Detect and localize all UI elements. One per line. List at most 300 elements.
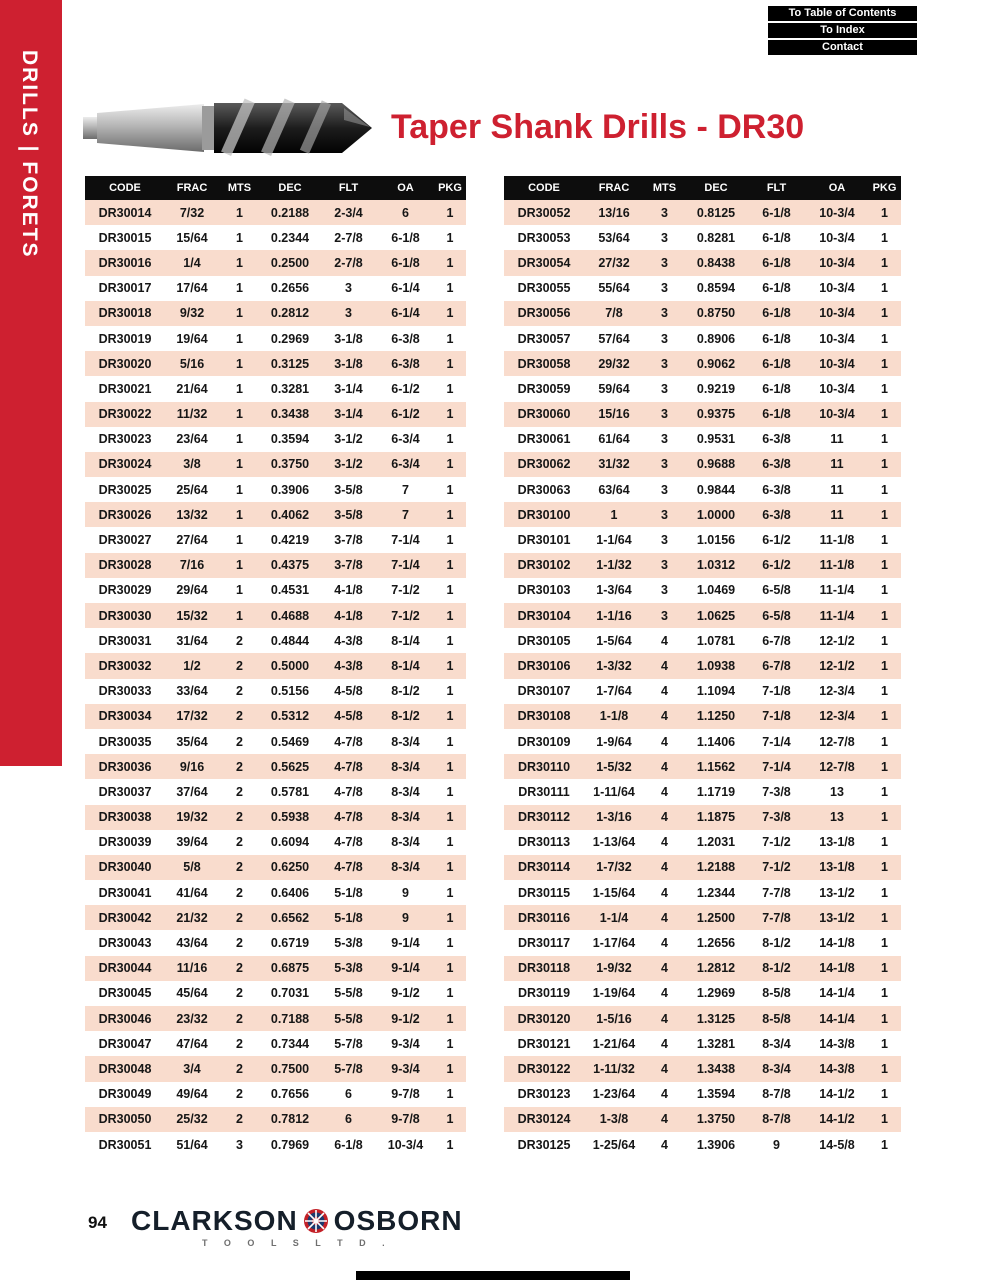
table-cell: 59/64 [598,381,630,396]
nav-contact-button[interactable]: Contact [768,40,917,55]
table-cell: 0.4688 [270,608,310,623]
table-cell: 1 [881,835,888,850]
table-cell: 10-3/4 [819,255,855,270]
table-cell: 6-1/8 [391,255,420,270]
table-cell: 4 [661,759,668,774]
table-cell: 1 [881,205,888,220]
table-row [85,1056,466,1081]
table-cell: DR30105 [517,633,571,648]
table-cell: 12-3/4 [819,684,855,699]
table-cell: 1-23/64 [592,1087,636,1102]
table-cell: DR30114 [517,860,571,875]
table-cell: 1-5/32 [596,759,632,774]
table-row [504,452,901,477]
table-row [504,250,901,275]
table-cell: DR30104 [517,608,571,623]
table-cell: 1 [881,759,888,774]
table-cell: 1 [446,457,454,472]
table-cell: 1 [446,331,454,346]
table-cell: 1 [446,1036,454,1051]
table-cell: DR30046 [98,1011,152,1026]
table-cell: 35/64 [176,734,208,749]
table-cell: DR30119 [517,986,571,1001]
table-cell: 10-3/4 [819,331,855,346]
table-cell: 0.2812 [270,306,310,321]
table-cell: 1 [446,356,454,371]
sidebar [0,0,62,766]
table-cell: DR30030 [98,608,152,623]
table-cell: DR30016 [98,255,152,270]
table-cell: 1 [446,1061,454,1076]
table-cell: 0.7656 [270,1087,310,1102]
table-cell: 7 [402,482,409,497]
table-row [85,1107,466,1132]
table-cell: DR30029 [98,583,152,598]
table-cell: 9 [773,1137,780,1152]
drill-illustration [82,88,374,168]
table-cell: 14-1/8 [819,936,855,951]
gear-logo-icon [303,1208,329,1234]
table-cell: 0.3281 [270,381,310,396]
table-cell: 0.7031 [270,986,310,1001]
table-cell: DR30027 [98,533,152,548]
table-cell: 0.6250 [270,860,310,875]
table-cell: 2 [236,684,243,699]
table-body [85,200,466,1157]
table-cell: 6-1/8 [762,407,791,422]
table-cell: 1-9/64 [596,734,632,749]
table-cell: DR30111 [518,784,570,799]
table-cell: 1 [236,558,243,573]
table-cell: 3-7/8 [334,533,363,548]
table-cell: 0.2969 [270,331,310,346]
table-cell: 0.8281 [696,230,736,245]
table-row [504,351,901,376]
table-row [85,376,466,401]
table-cell: DR30038 [98,810,152,825]
table-cell: 2 [236,810,243,825]
table-cell: DR30043 [98,936,152,951]
table-cell: 1-7/32 [596,860,632,875]
table-cell: 8-7/8 [762,1112,791,1127]
table-cell: 1.2500 [696,910,736,925]
table-cell: 0.7500 [270,1061,310,1076]
table-cell: 6-5/8 [762,583,791,598]
table-cell: 11/32 [176,407,208,422]
table-cell: 0.5312 [270,709,310,724]
table-cell: 1-17/64 [592,936,636,951]
table-cell: 25/64 [176,482,208,497]
table-cell: 3 [661,331,668,346]
table-row [504,830,901,855]
table-cell: 3 [661,381,668,396]
table-cell: 0.7188 [270,1011,310,1026]
table-row [504,276,901,301]
table-cell: 8-7/8 [762,1087,791,1102]
table-cell: 49/64 [176,1087,208,1102]
table-cell: 1 [881,1011,888,1026]
table-cell: 1.3906 [696,1137,736,1152]
table-cell: 12-7/8 [819,759,855,774]
table-cell: 0.6719 [270,936,310,951]
table-cell: 2 [236,1112,243,1127]
table-cell: 1-5/64 [596,633,632,648]
table-cell: 1.0000 [696,507,736,522]
table-cell: 14-5/8 [819,1137,855,1152]
table-cell: 1.0938 [696,658,736,673]
table-cell: DR30059 [517,381,571,396]
table-cell: 7-7/8 [762,885,791,900]
table-cell: 1 [881,910,888,925]
table-cell: 7-1/2 [391,583,420,598]
table-cell: 3 [345,281,352,296]
table-cell: 10-3/4 [387,1137,424,1152]
table-cell: 1-15/64 [592,885,636,900]
column-header: OA [397,182,414,194]
taper-shank-drill-image [82,88,374,173]
table-cell: 1.0312 [696,558,736,573]
table-row [504,603,901,628]
table-cell: 1 [881,457,888,472]
table-cell: 1.0156 [696,533,736,548]
table-cell: 1 [881,558,888,573]
table-cell: DR30051 [98,1137,152,1152]
table-cell: 10-3/4 [819,281,855,296]
table-cell: 4 [661,1112,668,1127]
table-cell: 6-5/8 [762,608,791,623]
table-cell: DR30036 [98,759,152,774]
table-cell: 15/64 [176,230,208,245]
table-cell: 9-7/8 [391,1112,420,1127]
table-cell: 0.2656 [270,281,310,296]
column-header: MTS [652,182,677,194]
table-cell: DR30058 [517,356,571,371]
table-row [85,452,466,477]
table-row [504,326,901,351]
table-cell: 6-3/4 [391,457,420,472]
table-cell: 8-1/2 [391,709,420,724]
table-cell: 4 [661,1036,668,1051]
table-cell: 1 [881,936,888,951]
table-row [85,527,466,552]
table-row [504,905,901,930]
table-cell: DR30117 [517,936,571,951]
table-cell: 14-3/8 [819,1036,855,1051]
table-cell: 7-3/8 [762,784,791,799]
table-cell: 5-7/8 [334,1061,363,1076]
table-cell: 0.8594 [696,281,736,296]
table-cell: DR30032 [98,658,152,673]
table-cell: 1 [236,331,243,346]
table-cell: 1 [446,835,454,850]
table-cell: 1 [881,1137,888,1152]
table-cell: 1 [236,306,243,321]
table-cell: 0.9531 [696,432,736,447]
table-cell: DR30050 [98,1112,152,1127]
sidebar-section-label: DRILLS | FORETS [18,50,41,259]
table-row [504,805,901,830]
table-cell: 0.9219 [696,381,736,396]
table-cell: 3 [661,558,668,573]
table-cell: 13-1/2 [819,885,855,900]
table-cell: 6-1/8 [762,331,791,346]
table-cell: 10-3/4 [819,356,855,371]
table-cell: 0.9375 [696,407,736,422]
table-row [85,1006,466,1031]
table-cell: 1 [446,1087,454,1102]
table-cell: 1.2188 [696,860,736,875]
table-cell: 3 [661,457,668,472]
table-cell: 1-9/32 [596,961,632,976]
table-cell: 0.5625 [270,759,310,774]
table-cell: 6-1/8 [762,230,791,245]
table-cell: 14-1/4 [819,1011,855,1026]
table-cell: 1 [446,1137,454,1152]
table-cell: 1-13/64 [592,835,636,850]
table-cell: DR30041 [98,885,152,900]
table-cell: 4-3/8 [334,658,363,673]
table-cell: DR30121 [517,1036,571,1051]
table-row [504,553,901,578]
table-cell: 1 [881,407,888,422]
column-header: DEC [704,182,728,194]
table-cell: DR30039 [98,835,152,850]
table-cell: 8-1/2 [762,936,791,951]
table-cell: 63/64 [598,482,630,497]
table-cell: DR30033 [98,684,152,699]
table-cell: DR30037 [98,784,152,799]
table-cell: 4 [661,633,668,648]
table-row [85,880,466,905]
table-cell: 1 [446,583,454,598]
table-cell: 21/64 [176,381,208,396]
table-cell: 5-7/8 [334,1036,363,1051]
table-cell: 8-1/2 [391,684,420,699]
table-cell: 23/64 [176,432,208,447]
table-cell: 1 [881,482,888,497]
table-cell: 6-1/4 [391,306,420,321]
table-cell: 13/32 [176,507,208,522]
brand-name-osborn: OSBORN [333,1205,463,1236]
table-cell: DR30109 [517,734,571,749]
table-row [504,200,901,225]
table-row [85,704,466,729]
table-cell: 1 [446,759,454,774]
brand-subtitle: T O O L S L T D . [201,1238,392,1248]
table-cell: 3 [661,281,668,296]
table-cell: 1 [881,583,888,598]
table-cell: 5/16 [179,356,205,371]
table-cell: 2 [236,633,243,648]
table-cell: DR30112 [517,810,571,825]
table-cell: 13 [830,784,844,799]
table-cell: 11/16 [176,961,208,976]
table-cell: DR30017 [98,281,152,296]
table-cell: 4 [661,1061,668,1076]
table-cell: 2-7/8 [334,255,363,270]
table-cell: 1 [446,784,454,799]
table-row [504,1006,901,1031]
table-row [85,402,466,427]
table-cell: 1.0781 [696,633,736,648]
table-cell: 0.7969 [270,1137,310,1152]
table-cell: 8-1/4 [391,633,420,648]
table-cell: 1 [446,558,454,573]
table-cell: 2 [236,860,243,875]
table-cell: 4-5/8 [334,709,363,724]
table-cell: 0.3125 [270,356,310,371]
table-cell: 2 [236,759,243,774]
table-cell: 1 [881,1061,888,1076]
table-row [85,603,466,628]
table-cell: 8-5/8 [762,1011,791,1026]
table-cell: 9 [402,910,409,925]
table-cell: 7-1/4 [762,734,791,749]
table-cell: 3 [345,306,352,321]
table-cell: 1 [236,255,243,270]
table-row [85,805,466,830]
table-cell: 1.3438 [696,1061,736,1076]
table-cell: 3 [661,407,668,422]
table-cell: 4-7/8 [334,835,363,850]
table-row [85,1132,466,1157]
table-row [85,628,466,653]
table-cell: 9-1/4 [391,936,420,951]
table-cell: 0.5469 [270,734,310,749]
column-header: CODE [109,182,141,194]
table-row [504,981,901,1006]
table-cell: 14-1/8 [819,961,855,976]
table-cell: 1 [446,810,454,825]
table-row [504,1082,901,1107]
table-cell: 2-3/4 [334,205,363,220]
table-row [85,301,466,326]
table-cell: 45/64 [176,986,208,1001]
table-row [85,779,466,804]
table-cell: 6-1/2 [391,381,420,396]
table-cell: 8-3/4 [391,784,420,799]
table-cell: 1-5/16 [596,1011,632,1026]
table-cell: 12-3/4 [819,709,855,724]
table-row [504,704,901,729]
table-row [504,477,901,502]
table-cell: 57/64 [598,331,630,346]
table-cell: 8-1/2 [762,961,791,976]
table-cell: 1-3/32 [596,658,632,673]
table-cell: 10-3/4 [819,230,855,245]
table-cell: 3 [661,608,668,623]
table-cell: 1-25/64 [592,1137,636,1152]
nav-table-of-contents-button[interactable]: To Table of Contents [768,6,917,21]
table-cell: 1 [236,533,243,548]
table-cell: 1 [881,608,888,623]
table-cell: 2 [236,1011,243,1026]
table-cell: 19/32 [176,810,208,825]
table-cell: 3-5/8 [334,482,363,497]
table-cell: 1 [446,684,454,699]
table-cell: DR30034 [98,709,152,724]
table-cell: DR30054 [517,255,571,270]
table-cell: 5-3/8 [334,936,363,951]
table-cell: 6-1/8 [762,306,791,321]
table-cell: 1 [236,432,243,447]
table-row [504,653,901,678]
table-cell: 5-5/8 [334,1011,363,1026]
table-cell: 7-1/4 [391,558,420,573]
table-cell: DR30048 [98,1061,152,1076]
table-cell: 0.6094 [270,835,310,850]
footer-black-bar [356,1271,630,1280]
table-cell: 6-1/8 [762,356,791,371]
table-cell: 1 [881,306,888,321]
table-cell: 3 [236,1137,243,1152]
table-cell: 9/32 [179,306,205,321]
table-row [85,981,466,1006]
table-cell: 7-1/4 [762,759,791,774]
table-cell: 0.6562 [270,910,310,925]
table-cell: 0.9688 [696,457,736,472]
table-cell: 12-1/2 [819,633,855,648]
table-cell: 7-1/2 [762,860,791,875]
table-cell: 9/16 [179,759,205,774]
table-header-row [85,176,466,200]
table-cell: 3 [661,533,668,548]
table-cell: 13-1/2 [819,910,855,925]
table-cell: 5-1/8 [334,910,363,925]
table-cell: 8-3/4 [762,1036,791,1051]
table-header-row [504,176,901,200]
table-cell: 1.2031 [696,835,736,850]
table-cell: 1 [236,356,243,371]
nav-index-button[interactable]: To Index [768,23,917,38]
drill-table-left [85,176,466,1157]
column-header: OA [828,182,846,194]
table-cell: 0.5781 [270,784,310,799]
table-cell: 1 [881,885,888,900]
table-cell: 1 [881,507,888,522]
table-cell: 8-3/4 [391,734,420,749]
table-cell: DR30124 [517,1112,571,1127]
table-cell: 4-1/8 [334,608,363,623]
table-cell: 2 [236,961,243,976]
table-cell: 1 [446,482,454,497]
table-cell: 6-3/8 [762,482,791,497]
table-row [85,855,466,880]
table-cell: 1/4 [183,255,201,270]
table-cell: DR30022 [98,407,152,422]
table-cell: 0.3594 [270,432,310,447]
table-cell: 1-21/64 [592,1036,636,1051]
column-header: FLT [766,182,787,194]
column-header: DEC [278,182,302,194]
table-cell: DR30049 [98,1087,152,1102]
table-cell: 2 [236,734,243,749]
table-cell: 7-1/8 [762,684,791,699]
table-cell: 1 [881,1036,888,1051]
table-row [504,301,901,326]
table-cell: 1 [236,381,243,396]
table-cell: DR30107 [517,684,571,699]
table-row [504,376,901,401]
table-cell: DR30123 [517,1087,571,1102]
table-cell: 1.2812 [696,961,736,976]
table-cell: 1 [881,230,888,245]
table-cell: 6-1/8 [762,381,791,396]
table-row [504,855,901,880]
table-cell: DR30118 [517,961,571,976]
table-cell: 1.3281 [696,1036,736,1051]
table-cell: 1 [446,507,454,522]
